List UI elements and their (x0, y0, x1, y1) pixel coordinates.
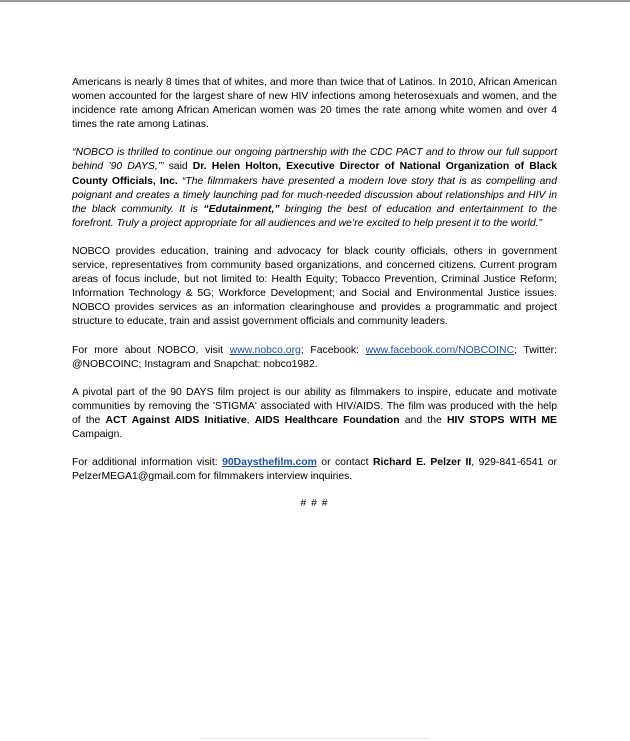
bottom-divider (200, 738, 430, 739)
quote-opening: “NOBCO is thrilled to continue our ongoing partnership with the CDC PACT and to throw our full support behind ’90 DAYS,’” (72, 147, 557, 173)
top-border (0, 0, 630, 2)
press-release-body (72, 76, 557, 509)
nobco-website-link[interactable]: www.nobco.org (229, 344, 301, 356)
contacts-rest: ; Twitter: @NOBCOINC; Instagram and Snapchat: nobco1982. (72, 344, 557, 370)
facebook-label: ; Facebook: (300, 344, 366, 356)
statistics-text: Americans is nearly 8 times that of whites, and more than twice that of Latinos. In 2010, African American women accounted for the largest share of new HIV infections among heterosexuals and women, and the incidence rate among African American women was 20 times the rate among white women and over 4 times the rate among Latinas. (72, 77, 557, 131)
paragraph-nobco-about (72, 245, 557, 330)
org-aids-healthcare: AIDS Healthcare Foundation (254, 414, 400, 426)
film-intro: A pivotal part of the 90 DAYS film project is our ability as filmmakers to inspire, educate and motivate communities by removing the 'STIGMA' associated with HIV/AIDS. The film was produced with the help of the (72, 386, 557, 426)
org-separator-2: and the (399, 414, 447, 426)
org-act-against-aids: ACT Against AIDS Initiative (105, 414, 247, 426)
paragraph-hiv-statistics (72, 76, 557, 132)
quote-middle: “The filmmakers have presented a modern love story that is as compelling and poignant and creates a timely launching pad for much-needed discussion about relationships and HIV in the black community. It is (72, 175, 557, 215)
org-separator-1: , (246, 414, 255, 426)
contact-name: Richard E. Pelzer II (372, 457, 472, 469)
info-rest: , 929-841-6541 or PelzerMEGA1@gmail.com for filmmakers interview inquiries. (72, 457, 557, 483)
org-hiv-stops-with-me: HIV STOPS WITH ME (446, 414, 557, 426)
contacts-intro: For more about NOBCO, visit (72, 344, 230, 356)
said-text: said (168, 161, 193, 173)
paragraph-nobco-contacts (72, 344, 557, 372)
info-intro: For additional information visit: (72, 457, 223, 469)
end-marker: # # # (300, 498, 329, 510)
facebook-link[interactable]: www.facebook.com/NOBCOINC (365, 344, 515, 356)
about-text: NOBCO provides education, training and advocacy for black county officials, others in government service, representatives from community based organizations, and concerned citizens. Current program areas of focus include, but not limited to: Health Equity; Tobacco Prevention, Criminal Justice Reform; Information Technology & 5G; Workforce Development; and Social and Environmental Justice issues. NOBCO provides services as an information clearinghouse and provides a programmatic and project structure to educate, train and assist government officials and community leaders. (72, 245, 557, 328)
speaker-name: Dr. Helen Holton, Executive Director of National Organization of Black County Officials, Inc. (72, 161, 557, 187)
quote-end: bringing the best of education and entertainment to the forefront. Truly a project appropriate for all audiences and we’re excited to help present it to the world.” (72, 203, 558, 229)
info-mid: or contact (316, 457, 373, 469)
edutainment-term: “Edutainment,” (203, 203, 280, 215)
paragraph-film-project (72, 386, 557, 442)
film-end: Campaign. (72, 428, 123, 440)
film-website-link[interactable]: 90Daysthefilm.com (222, 457, 317, 469)
paragraph-additional-info (72, 456, 557, 484)
paragraph-nobco-quote (72, 146, 557, 231)
